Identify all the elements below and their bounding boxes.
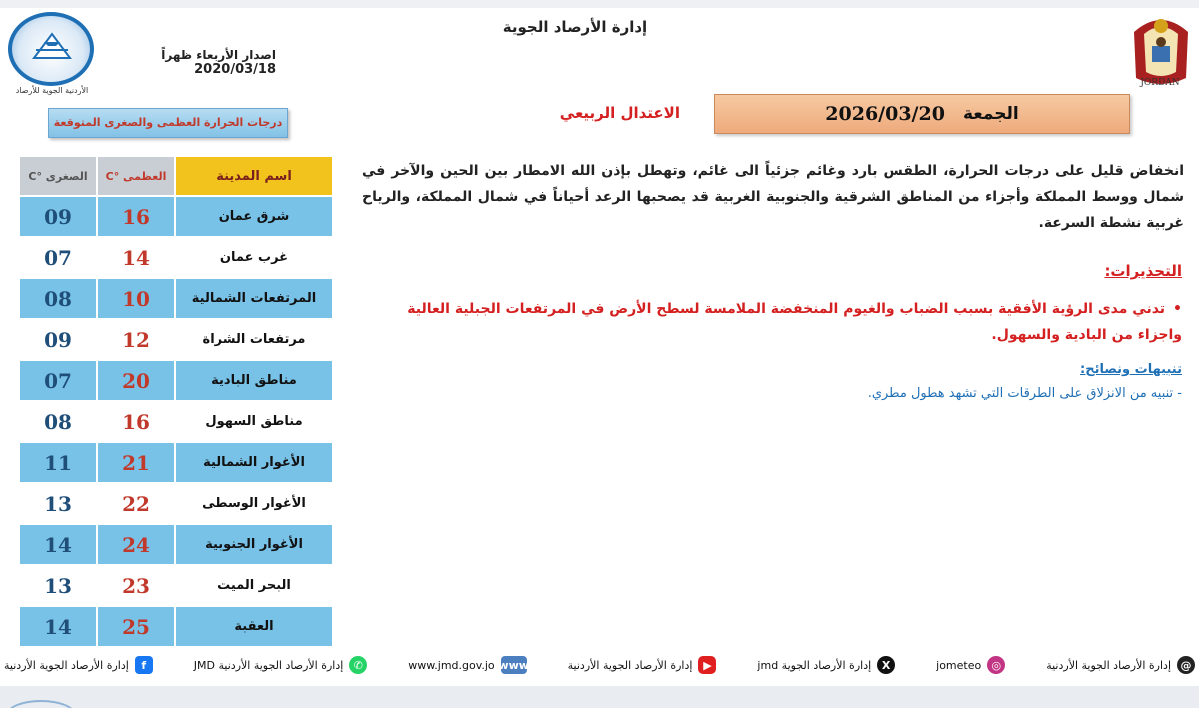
website-icon: www <box>501 656 527 674</box>
warning-text: تدني مدى الرؤية الأفقية بسبب الضباب والغيوم المنخفضة الملامسة لسطح الأرض في المرتفعات الجبلية العالية واجزاء من البادية والسهول. <box>407 301 1182 343</box>
forecast-date-box <box>714 94 1130 134</box>
min-temp: 07 <box>20 238 96 277</box>
min-temp: 14 <box>20 607 96 646</box>
issue-label: اصدار الأربعاء ظهراً <box>161 48 276 62</box>
footer-label: jometeo <box>936 658 982 672</box>
issue-date: 2020/03/18 <box>194 62 276 77</box>
city-name: شرق عمان <box>176 197 332 236</box>
max-temp: 23 <box>98 566 174 605</box>
max-temp: 24 <box>98 525 174 564</box>
warning-item <box>360 296 1182 348</box>
table-row <box>20 197 332 236</box>
footer-label: إدارة الأرصاد الجوية jmd <box>757 658 872 672</box>
table-row <box>20 484 332 523</box>
min-temp: 13 <box>20 566 96 605</box>
city-name: الأغوار الوسطى <box>176 484 332 523</box>
crest-caption: JORDAN <box>1140 78 1180 88</box>
warnings-heading: التحذيرات: <box>1104 262 1182 280</box>
forecast-day: الجمعة <box>962 104 1019 124</box>
max-temp: 16 <box>98 197 174 236</box>
table-row <box>20 238 332 277</box>
max-temp: 14 <box>98 238 174 277</box>
max-temp: 20 <box>98 361 174 400</box>
instagram-icon: ◎ <box>987 656 1005 674</box>
min-temp: 07 <box>20 361 96 400</box>
min-temp: 09 <box>20 320 96 359</box>
youtube-icon: ▶ <box>698 656 716 674</box>
max-temp: 10 <box>98 279 174 318</box>
city-name: العقبة <box>176 607 332 646</box>
max-temp: 21 <box>98 443 174 482</box>
table-row <box>20 607 332 646</box>
footer-x[interactable] <box>757 656 895 674</box>
city-name: الأغوار الشمالية <box>176 443 332 482</box>
whatsapp-icon: ✆ <box>349 656 367 674</box>
footer-label: إدارة الأرصاد الجوية الأردنية <box>4 658 129 672</box>
tips-heading: تنبيهات ونصائح: <box>1080 362 1182 377</box>
city-name: الأغوار الجنوبية <box>176 525 332 564</box>
forecast-text: انخفاض قليل على درجات الحرارة، الطقس بارد وغائم جزئياً الى غائم، وتهطل بإذن الله الامطار بين الحين والآخر في شمال ووسط المملكة وأجزاء من المناطق الشرقية والجنوبية الغربية قد يصحبها الرعد أحياناً في شمال المملكة، والرياح غربية نشطة السرعة. <box>362 163 1184 231</box>
min-temp: 08 <box>20 279 96 318</box>
city-name: غرب عمان <box>176 238 332 277</box>
social-footer <box>4 650 1195 680</box>
x-icon: X <box>877 656 895 674</box>
table-row <box>20 402 332 441</box>
min-temp: 13 <box>20 484 96 523</box>
max-temp: 12 <box>98 320 174 359</box>
footer-label: www.jmd.gov.jo <box>408 658 495 672</box>
occasion-label: الاعتدال الربيعي <box>559 104 680 122</box>
table-row <box>20 525 332 564</box>
city-name: مناطق السهول <box>176 402 332 441</box>
footer-label: إدارة الأرصاد الجوية الأردنية <box>567 658 693 672</box>
max-column-header: العظمى °C <box>98 157 174 195</box>
org-subtitle: الأردنية الجوية للأرصاد <box>15 86 89 95</box>
footer-website[interactable] <box>408 656 529 674</box>
bullet-icon: • <box>1173 301 1182 317</box>
city-name: البحر الميت <box>176 566 332 605</box>
city-name: مناطق البادية <box>176 361 332 400</box>
footer-whatsapp[interactable] <box>194 656 368 674</box>
footer-threads[interactable] <box>1046 656 1195 674</box>
min-temp: 14 <box>20 525 96 564</box>
max-temp: 25 <box>98 607 174 646</box>
min-column-header: الصغرى °C <box>20 157 96 195</box>
temperature-table <box>18 155 334 648</box>
city-name: المرتفعات الشمالية <box>176 279 332 318</box>
forecast-date: 2026/03/20 <box>825 103 945 125</box>
table-row <box>20 361 332 400</box>
min-temp: 11 <box>20 443 96 482</box>
issue-line <box>96 48 276 77</box>
city-column-header: اسم المدينة <box>176 157 332 195</box>
tip-item: - تنبيه من الانزلاق على الطرقات التي تشهد هطول مطري. <box>867 386 1182 401</box>
city-name: مرتفعات الشراة <box>176 320 332 359</box>
footer-instagram[interactable] <box>936 656 1005 674</box>
min-temp: 09 <box>20 197 96 236</box>
jmd-logo <box>8 12 96 88</box>
table-row <box>20 320 332 359</box>
table-row <box>20 443 332 482</box>
footer-label: إدارة الأرصاد الجوية الأردنية JMD <box>193 658 344 672</box>
threads-icon: @ <box>1177 656 1195 674</box>
footer-youtube[interactable] <box>568 656 717 674</box>
table-row <box>20 279 332 318</box>
table-row <box>20 566 332 605</box>
bottom-strip <box>0 686 1199 708</box>
facebook-icon: f <box>135 656 153 674</box>
footer-label: إدارة الأرصاد الجوية الأردنية <box>1046 658 1171 672</box>
max-temp: 16 <box>98 402 174 441</box>
max-temp: 22 <box>98 484 174 523</box>
temperature-table-title: درجات الحرارة العظمى والصغرى المتوقعة <box>48 108 288 138</box>
airplane-emblem-icon <box>30 28 74 68</box>
min-temp: 08 <box>20 402 96 441</box>
footer-facebook[interactable] <box>4 656 153 674</box>
department-title: إدارة الأرصاد الجوية <box>502 18 648 36</box>
